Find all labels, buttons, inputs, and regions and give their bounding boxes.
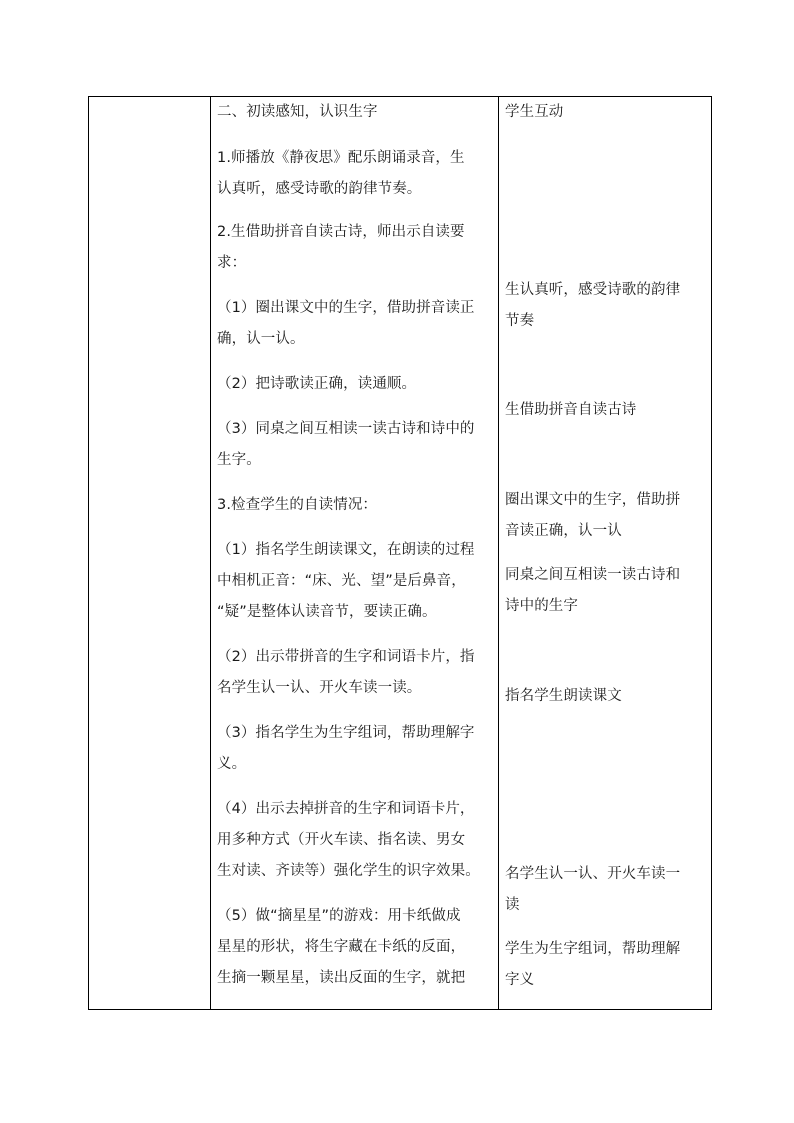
process-line: （5）做“摘星星”的游戏：用卡纸做成 — [217, 908, 461, 924]
student-line: 节奏 — [505, 313, 535, 329]
process-line: （2）出示带拼音的生字和词语卡片，指 — [217, 649, 475, 665]
student-line: 圈出课文中的生字，借助拼 — [505, 492, 681, 508]
process-line: 求： — [217, 255, 247, 271]
process-line: （1）圈出课文中的生字，借助拼音读正 — [217, 300, 475, 316]
process-line: 生字。 — [217, 452, 261, 468]
student-heading: 学生互动 — [505, 104, 564, 120]
student-line: 诗中的生字 — [505, 598, 578, 614]
process-line: （3）指名学生为生字组词，帮助理解字 — [217, 725, 475, 741]
column-divider-2 — [498, 97, 499, 1009]
student-line: 同桌之间互相读一读古诗和 — [505, 567, 681, 583]
process-line: 中相机正音：“床、光、望”是后鼻音， — [217, 573, 466, 589]
process-line: （3）同桌之间互相读一读古诗和诗中的 — [217, 421, 475, 437]
process-line: 生摘一颗星星，读出反面的生字，就把 — [217, 970, 466, 986]
process-line: 用多种方式（开火车读、指名读、男女 — [217, 832, 466, 848]
process-line: 认真听，感受诗歌的韵律节奏。 — [217, 181, 422, 197]
process-line: “疑”是整体认读音节，要读正确。 — [217, 604, 437, 620]
student-line: 指名学生朗读课文 — [505, 688, 622, 704]
process-heading: 二、初读感知，认识生字 — [217, 104, 378, 120]
process-line: 义。 — [217, 756, 247, 772]
student-line: 生借助拼音自读古诗 — [505, 402, 637, 418]
process-line: 3.检查学生的自读情况： — [217, 497, 378, 513]
process-line: 1.师播放《静夜思》配乐朗诵录音，生 — [217, 150, 465, 166]
process-line: （4）出示去掉拼音的生字和词语卡片， — [217, 801, 475, 817]
student-line: 字义 — [505, 972, 535, 988]
student-line: 生认真听，感受诗歌的韵律 — [505, 282, 681, 298]
process-line: 2.生借助拼音自读古诗，师出示自读要 — [217, 224, 465, 240]
process-line: 确，认一认。 — [217, 331, 305, 347]
student-line: 读 — [505, 897, 520, 913]
process-line: （2）把诗歌读正确，读通顺。 — [217, 376, 417, 392]
lesson-plan-table — [88, 96, 712, 1010]
process-line: 生对读、齐读等）强化学生的识字效果。 — [217, 863, 480, 879]
student-line: 学生为生字组词，帮助理解 — [505, 941, 681, 957]
process-line: （1）指名学生朗读课文，在朗读的过程 — [217, 542, 475, 558]
process-line: 星星的形状，将生字藏在卡纸的反面， — [217, 939, 466, 955]
column-divider-1 — [210, 97, 211, 1009]
process-line: 名学生认一认、开火车读一读。 — [217, 680, 422, 696]
student-line: 音读正确，认一认 — [505, 523, 622, 539]
student-line: 名学生认一认、开火车读一 — [505, 866, 681, 882]
